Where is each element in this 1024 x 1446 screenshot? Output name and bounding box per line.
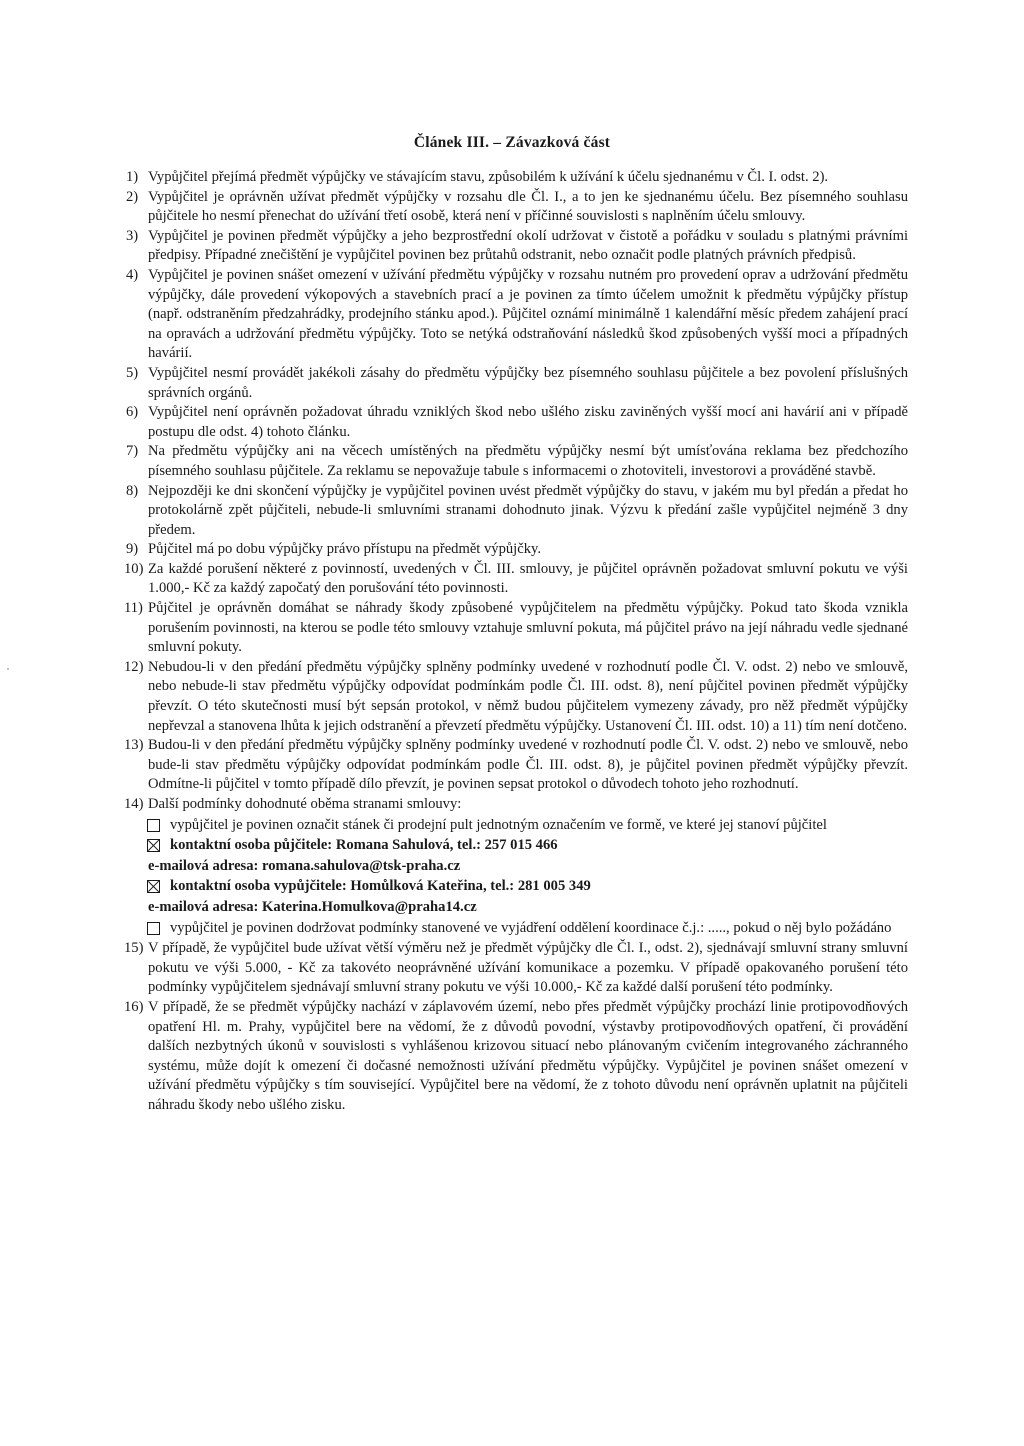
clause-number: 9): [126, 541, 139, 558]
clause-number: 13): [124, 737, 144, 754]
option-text: vypůjčitel je povinen označit stánek či prodejní pult jednotným označením ve formě, ve které jej stanoví půjčitel: [170, 816, 827, 833]
clause-7: [124, 442, 908, 481]
clause-number: 3): [126, 227, 139, 244]
option-coordination-conditions: [124, 919, 908, 939]
clause-10: [124, 560, 908, 599]
option-lender-contact: [124, 836, 908, 856]
clause-11: [124, 599, 908, 658]
clause-8: [124, 482, 908, 541]
clause-3: [124, 227, 908, 266]
clause-14: [124, 795, 908, 815]
clause-text: Vypůjčitel není oprávněn požadovat úhradu vzniklých škod nebo ušlého zisku zaviněných vyšší mocí ani havárií ani v případě postupu dle odst. 4) tohoto článku.: [148, 404, 908, 440]
clause-number: 12): [124, 658, 144, 675]
clause-number: 5): [126, 364, 139, 381]
clause-number: 8): [126, 482, 139, 499]
clause-5: [124, 364, 908, 403]
clause-1: [124, 168, 908, 188]
clause-number: 7): [126, 443, 139, 460]
clause-text: Nebudou-li v den předání předmětu výpůjčky splněny podmínky uvedené v rozhodnutí podle Čl. V. odst. 2) nebo ve smlouvě, nebo nebude-li stav předmětu výpůjčky odpovídat podmínkám podle Čl. III. odst. 8), není půjčitel povinen předmět výpůjčky převzít. O této skutečnosti musí být sepsán protokol, v němž budou půjčitelem vymezeny závady, pro něž předmět výpůjčky nepřevzal a stanovena lhůta k jejich odstranění a převzetí předmětu výpůjčky. Ustanovení Čl. III. odst. 10) a 11) tím není dotčeno.: [148, 658, 908, 734]
clause-text: Vypůjčitel je oprávněn užívat předmět výpůjčky v rozsahu dle Čl. I., a to jen ke sjednanému účelu. Bez písemného souhlasu půjčitele ho nesmí přenechat do užívání třetí osobě, která není v příčinné souvislosti s naplněním účelu smlouvy.: [148, 188, 908, 225]
clause-text: Budou-li v den předání předmětu výpůjčky splněny podmínky uvedené v rozhodnutí podle Čl. V. odst. 2) nebo ve smlouvě, nebo bude-li stav předmětu výpůjčky odpovídat podmínkám podle Čl. III. odst. 8), je půjčitel povinen předmět výpůjčky převzít. Odmítne-li půjčitel v tomto případě dílo převzít, je povinen sepsat protokol o důvodech tohoto jeho rozhodnutí.: [148, 737, 908, 793]
clause-text: Vypůjčitel je povinen snášet omezení v užívání předmětu výpůjčky v rozsahu nutném pro provedení oprav a udržování předmětu výpůjčky, dále provedení výkopových a stavebních prací a je povinen za tímto účelem umožnit k předmětu výpůjčky přístup (např. odstraněním předzahrádky, prodejního stánku apod.). Půjčitel oznámí minimálně 1 kalendářní měsíc předem zahájení prací na opravách a udržování předmětu výpůjčky. Toto se netýká odstraňování následků škod způsobených vyšší moci a případných havárií.: [148, 266, 908, 362]
clause-text: Další podmínky dohodnuté oběma stranami smlouvy:: [148, 796, 462, 812]
option-text: vypůjčitel je povinen dodržovat podmínky stanovené ve vyjádření oddělení koordinace č.j.: ....., pokud o něj bylo požádáno: [170, 919, 892, 936]
option-stall-marking: [124, 816, 908, 836]
clause-number: 4): [126, 266, 139, 283]
clause-text: Vypůjčitel je povinen předmět výpůjčky a jeho bezprostřední okolí udržovat v čistotě a pořádku v souladu s platnými právními předpisy. Případné znečištění je vypůjčitel povinen bez průtahů odstranit, nebo označit podle platných právních předpisů.: [148, 227, 908, 264]
clause-text: Půjčitel má po dobu výpůjčky právo přístupu na předmět výpůjčky.: [148, 541, 542, 558]
clause-number: 14): [124, 796, 144, 812]
clause-6: [124, 403, 908, 442]
checkbox-unchecked[interactable]: [147, 922, 160, 935]
clause-13: [124, 736, 908, 795]
option-borrower-contact: [124, 877, 908, 897]
checkbox-checked[interactable]: [147, 839, 160, 852]
clause-9: [124, 540, 908, 560]
checkbox-checked[interactable]: [147, 880, 160, 893]
clause-text: Na předmětu výpůjčky ani na věcech umístěných na předmětu výpůjčky nesmí být umísťována reklama bez předchozího písemného souhlasu půjčitele. Za reklamu se nepovažuje tabule s informacemi o zhotoviteli, investorovi a prováděné stavbě.: [148, 443, 908, 479]
article-title: Článek III. – Závazková část: [413, 134, 611, 151]
clause-text: Nejpozději ke dni skončení výpůjčky je vypůjčitel povinen uvést předmět výpůjčky do stavu, v jakém mu byl předán a předat ho protokolárně zpět půjčiteli, nebude-li smluvními stranami dohodnuto jinak. Výzvu k předání zašle vypůjčitel nejméně 3 dny předem.: [148, 482, 908, 538]
scan-speck: [7, 668, 9, 670]
clause-number: 1): [126, 169, 139, 185]
clause-16: [124, 998, 908, 1116]
article-body: [124, 168, 908, 1116]
clause-2: [124, 188, 908, 227]
borrower-contact-person: kontaktní osoba vypůjčitele: Homůlková Kateřina, tel.: 281 005 349: [170, 878, 591, 895]
lender-contact-person: kontaktní osoba půjčitele: Romana Sahulová, tel.: 257 015 466: [170, 837, 558, 854]
clause-15: [124, 939, 908, 998]
clause-number: 11): [124, 600, 143, 617]
clause-text: V případě, že vypůjčitel bude užívat větší výměru než je předmět výpůjčky dle Čl. I., odst. 2), sjednávají smluvní strany smluvní pokutu ve výši 5.000, - Kč za takovéto neoprávněné užívání komunikace a pozemku. V případě opakovaného porušení této podmínky vypůjčitelem sjednávají smluvní strany pokutu ve výši 10.000,- Kč za každé další porušení této podmínky.: [148, 940, 908, 996]
clause-text: Za každé porušení některé z povinností, uvedených v Čl. III. smlouvy, je půjčitel oprávněn požadovat smluvní pokutu ve výši 1.000,- Kč za každý započatý den porušování této povinnosti.: [148, 560, 908, 597]
clause-text: V případě, že se předmět výpůjčky nachází v záplavovém území, nebo přes předmět výpůjčky prochází linie protipovodňových opatření Hl. m. Prahy, vypůjčitel bere na vědomí, že z důvodů povodní, výstavby protipovodňových opatření, či provádění dalších nezbytných úkonů v souvislosti s vyhlášenou krizovou situací nebo plánovaným cvičením integrovaného záchranného systému, může dojít k omezení či dočasné nemožnosti užívání předmětu výpůjčky. Vypůjčitel je povinen snášet omezení v užívání předmětu výpůjčky s tím související. Vypůjčitel bere na vědomí, že z tohoto důvodu není oprávněn uplatnit na půjčiteli náhradu škody nebo ušlého zisku.: [148, 998, 908, 1113]
clause-number: 10): [124, 560, 144, 577]
clause-number: 16): [124, 998, 144, 1015]
checkbox-unchecked[interactable]: [147, 819, 160, 832]
clause-text: Vypůjčitel nesmí provádět jakékoli zásahy do předmětu výpůjčky bez písemného souhlasu půjčitele a bez povolení příslušných správních orgánů.: [148, 364, 908, 401]
lender-contact-email: e-mailová adresa: romana.sahulova@tsk-praha.cz: [148, 857, 461, 874]
clause-text: Půjčitel je oprávněn domáhat se náhrady škody způsobené vypůjčitelem na předmětu výpůjčky. Pokud tato škoda vznikla porušením povinnosti, na kterou se podle této smlouvy vztahuje smluvní pokuta, má půjčitel právo na její náhradu vedle sjednané smluvní pokuty.: [148, 600, 908, 656]
clause-number: 6): [126, 404, 139, 421]
clause-number: 2): [126, 188, 139, 205]
clause-text: Vypůjčitel přejímá předmět výpůjčky ve stávajícím stavu, způsobilém k užívání k účelu sjednanému v Čl. I. odst. 2).: [148, 169, 829, 185]
clause-4: [124, 266, 908, 364]
clause-12: [124, 658, 908, 736]
clause-number: 15): [124, 940, 144, 957]
borrower-contact-email: e-mailová adresa: Katerina.Homulkova@praha14.cz: [148, 898, 477, 915]
